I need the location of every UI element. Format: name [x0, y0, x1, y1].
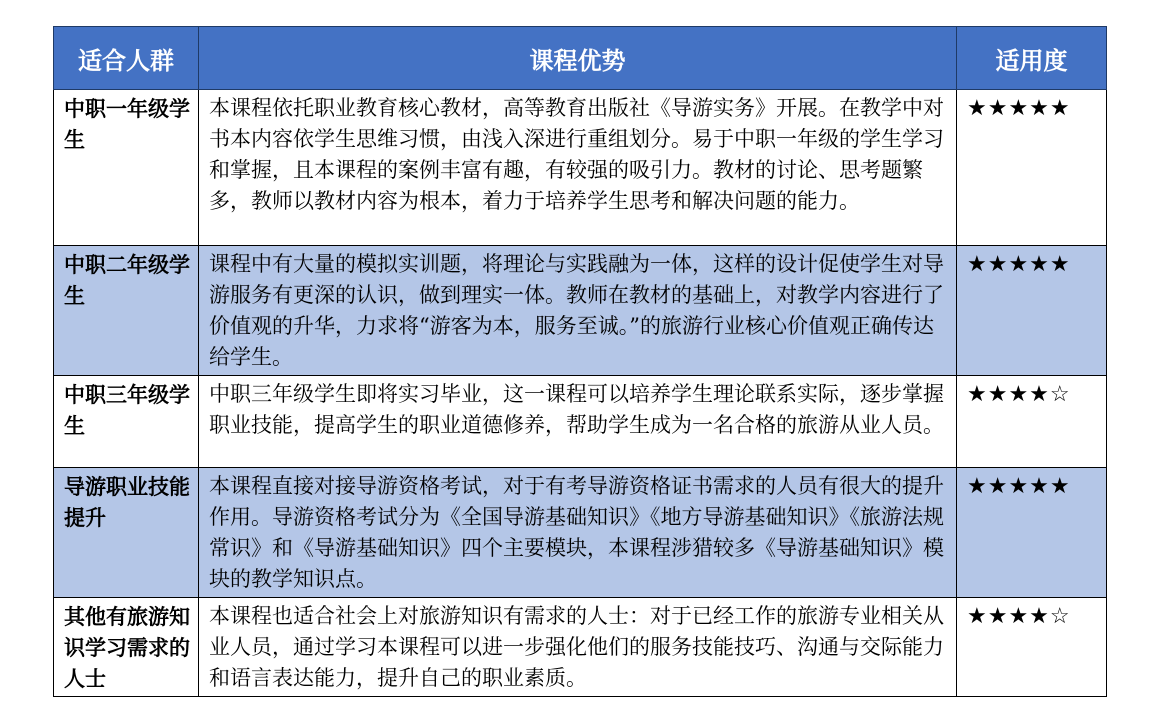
target-group-cell: 导游职业技能提升: [54, 468, 199, 598]
star-rating: ★★★★☆: [957, 376, 1107, 468]
header-course-advantage: 课程优势: [199, 27, 957, 90]
target-group-cell: 中职一年级学生: [54, 90, 199, 246]
advantage-cell: 本课程依托职业教育核心教材，高等教育出版社《导游实务》开展。在教学中对书本内容依学生思维习惯，由浅入深进行重组划分。易于中职一年级的学生学习和掌握，且本课程的案例丰富有趣，有较强的吸引力。教材的讨论、思考题繁多，教师以教材内容为根本，着力于培养学生思考和解决问题的能力。: [199, 90, 957, 246]
table-row: [54, 468, 1107, 598]
header-suitability: 适用度: [957, 27, 1107, 90]
header-target-group: 适合人群: [54, 27, 199, 90]
table-header-row: [54, 27, 1107, 90]
target-group-cell: 其他有旅游知识学习需求的人士: [54, 598, 199, 697]
star-rating: ★★★★★: [957, 90, 1107, 246]
advantage-cell: 本课程也适合社会上对旅游知识有需求的人士：对于已经工作的旅游专业相关从业人员，通过学习本课程可以进一步强化他们的服务技能技巧、沟通与交际能力和语言表达能力，提升自己的职业素质。: [199, 598, 957, 697]
star-rating: ★★★★☆: [957, 598, 1107, 697]
star-rating: ★★★★★: [957, 468, 1107, 598]
course-suitability-table: [53, 26, 1107, 697]
star-rating: ★★★★★: [957, 246, 1107, 376]
advantage-cell: 中职三年级学生即将实习毕业，这一课程可以培养学生理论联系实际，逐步掌握职业技能，提高学生的职业道德修养，帮助学生成为一名合格的旅游从业人员。: [199, 376, 957, 468]
table-row: [54, 376, 1107, 468]
advantage-cell: 课程中有大量的模拟实训题，将理论与实践融为一体，这样的设计促使学生对导游服务有更深的认识，做到理实一体。教师在教材的基础上，对教学内容进行了价值观的升华，力求将“游客为本，服务至诚。”的旅游行业核心价值观正确传达给学生。: [199, 246, 957, 376]
advantage-cell: 本课程直接对接导游资格考试，对于有考导游资格证书需求的人员有很大的提升作用。导游资格考试分为《全国导游基础知识》《地方导游基础知识》《旅游法规常识》和《导游基础知识》四个主要模块，本课程涉猎较多《导游基础知识》模块的教学知识点。: [199, 468, 957, 598]
target-group-cell: 中职三年级学生: [54, 376, 199, 468]
table-row: [54, 246, 1107, 376]
target-group-cell: 中职二年级学生: [54, 246, 199, 376]
table-row: [54, 90, 1107, 246]
table-row: [54, 598, 1107, 697]
